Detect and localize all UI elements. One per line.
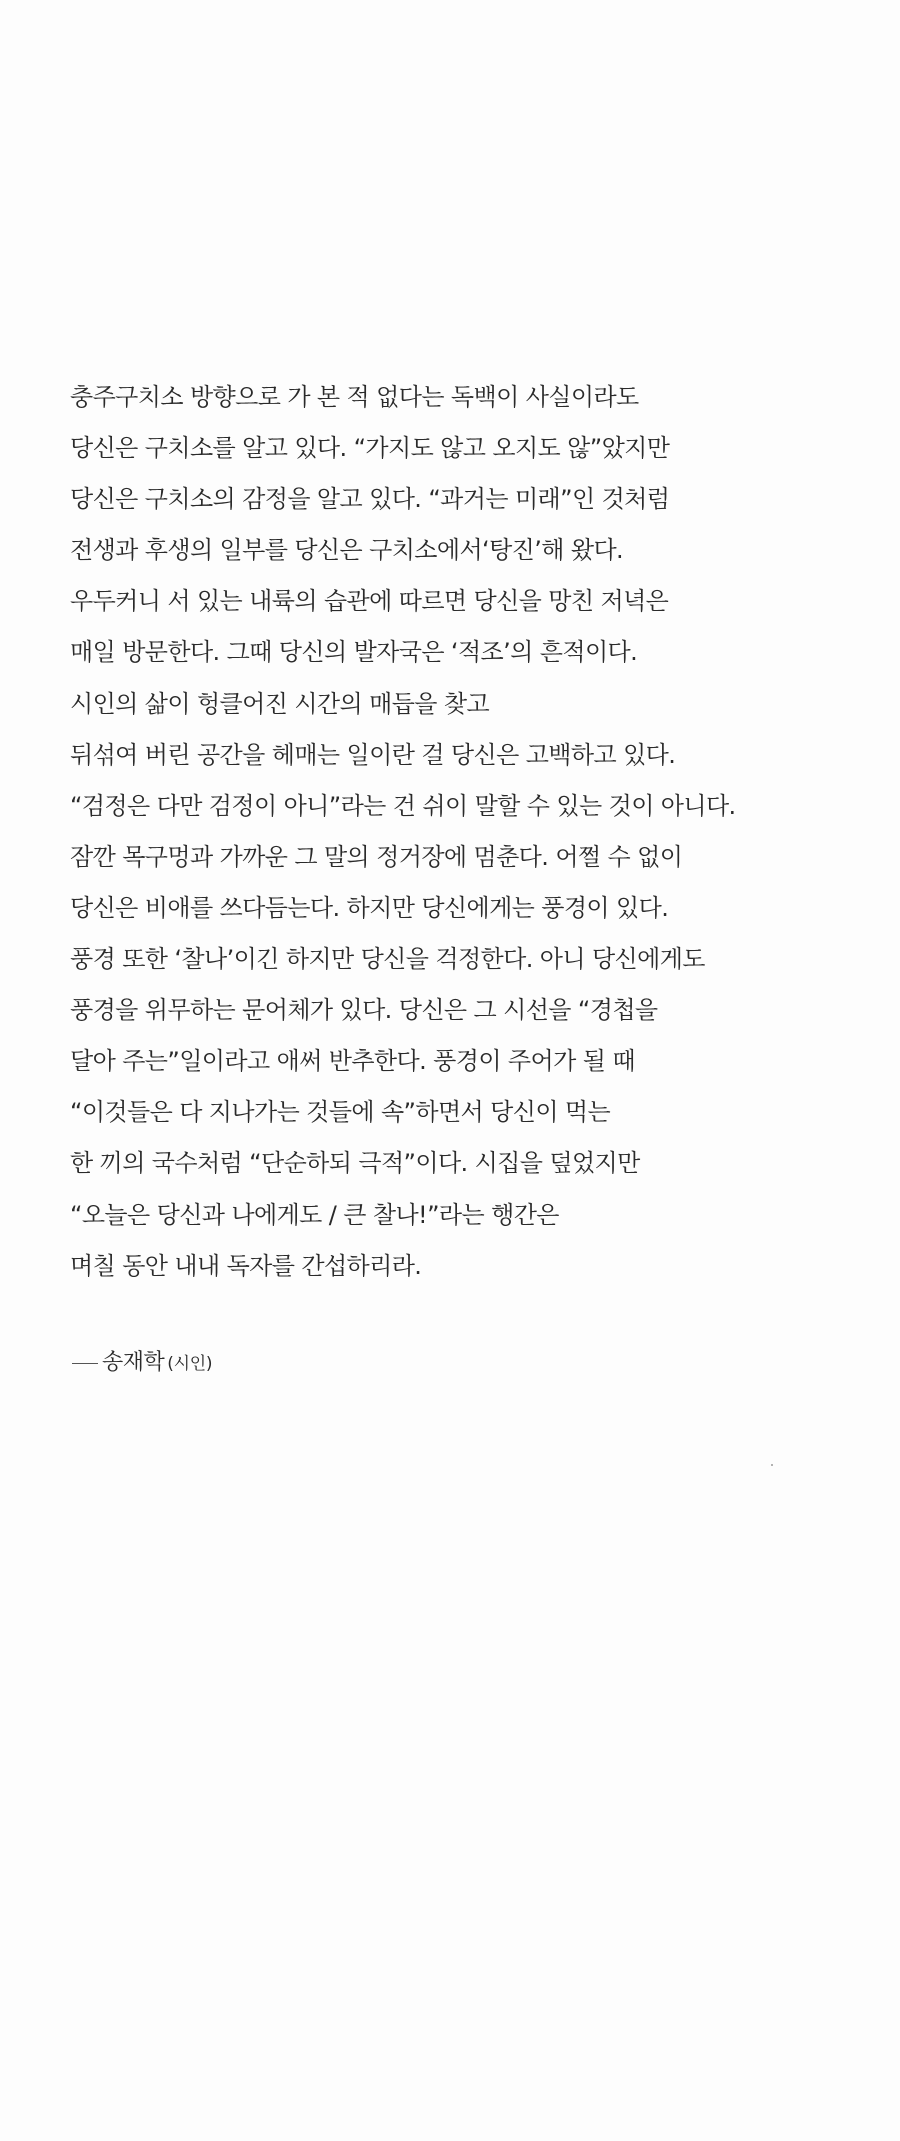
author-signature [72, 1348, 212, 1378]
text-line: 전생과 후생의 일부를 당신은 구치소에서‘탕진’해 왔다. [70, 536, 624, 565]
scan-speck [771, 1464, 773, 1466]
text-line: 우두커니 서 있는 내륙의 습관에 따르면 당신을 망친 저녁은 [70, 587, 669, 616]
author-name: 송재학 [102, 1350, 165, 1375]
text-line: 매일 방문한다. 그때 당신의 발자국은 ‘적조’의 흔적이다. [70, 638, 638, 667]
text-line: 시인의 삶이 헝클어진 시간의 매듭을 찾고 [70, 689, 490, 718]
text-line: 당신은 구치소의 감정을 알고 있다. “과거는 미래”인 것처럼 [70, 485, 670, 514]
text-line: 한 끼의 국수처럼 “단순하되 극적”이다. 시집을 덮었지만 [70, 1149, 640, 1178]
text-line: “검정은 다만 검정이 아니”라는 건 쉬이 말할 수 있는 것이 아니다. [70, 791, 736, 820]
review-text [70, 372, 870, 1292]
text-line: 풍경 또한 ‘찰나’이긴 하지만 당신을 걱정한다. 아니 당신에게도 [70, 945, 705, 974]
text-line: 풍경을 위무하는 문어체가 있다. 당신은 그 시선을 “경첩을 [70, 996, 658, 1025]
author-role: (시인) [167, 1354, 213, 1374]
text-line: 뒤섞여 버린 공간을 헤매는 일이란 걸 당신은 고백하고 있다. [70, 740, 676, 769]
text-line: 잠깐 목구멍과 가까운 그 말의 정거장에 멈춘다. 어쩔 수 없이 [70, 842, 683, 871]
text-line: 충주구치소 방향으로 가 본 적 없다는 독백이 사실이라도 [70, 383, 639, 411]
text-line: 며칠 동안 내내 독자를 간섭하리라. [70, 1251, 422, 1280]
text-line: “이것들은 다 지나가는 것들에 속”하면서 당신이 먹는 [70, 1098, 611, 1127]
text-line: 달아 주는”일이라고 애써 반추한다. 풍경이 주어가 될 때 [70, 1047, 635, 1076]
em-dash [72, 1363, 98, 1364]
text-line: 당신은 구치소를 알고 있다. “가지도 않고 오지도 않”았지만 [70, 434, 670, 463]
text-line: 당신은 비애를 쓰다듬는다. 하지만 당신에게는 풍경이 있다. [70, 893, 669, 922]
text-line: “오늘은 당신과 나에게도 / 큰 찰나!”라는 행간은 [70, 1200, 559, 1229]
